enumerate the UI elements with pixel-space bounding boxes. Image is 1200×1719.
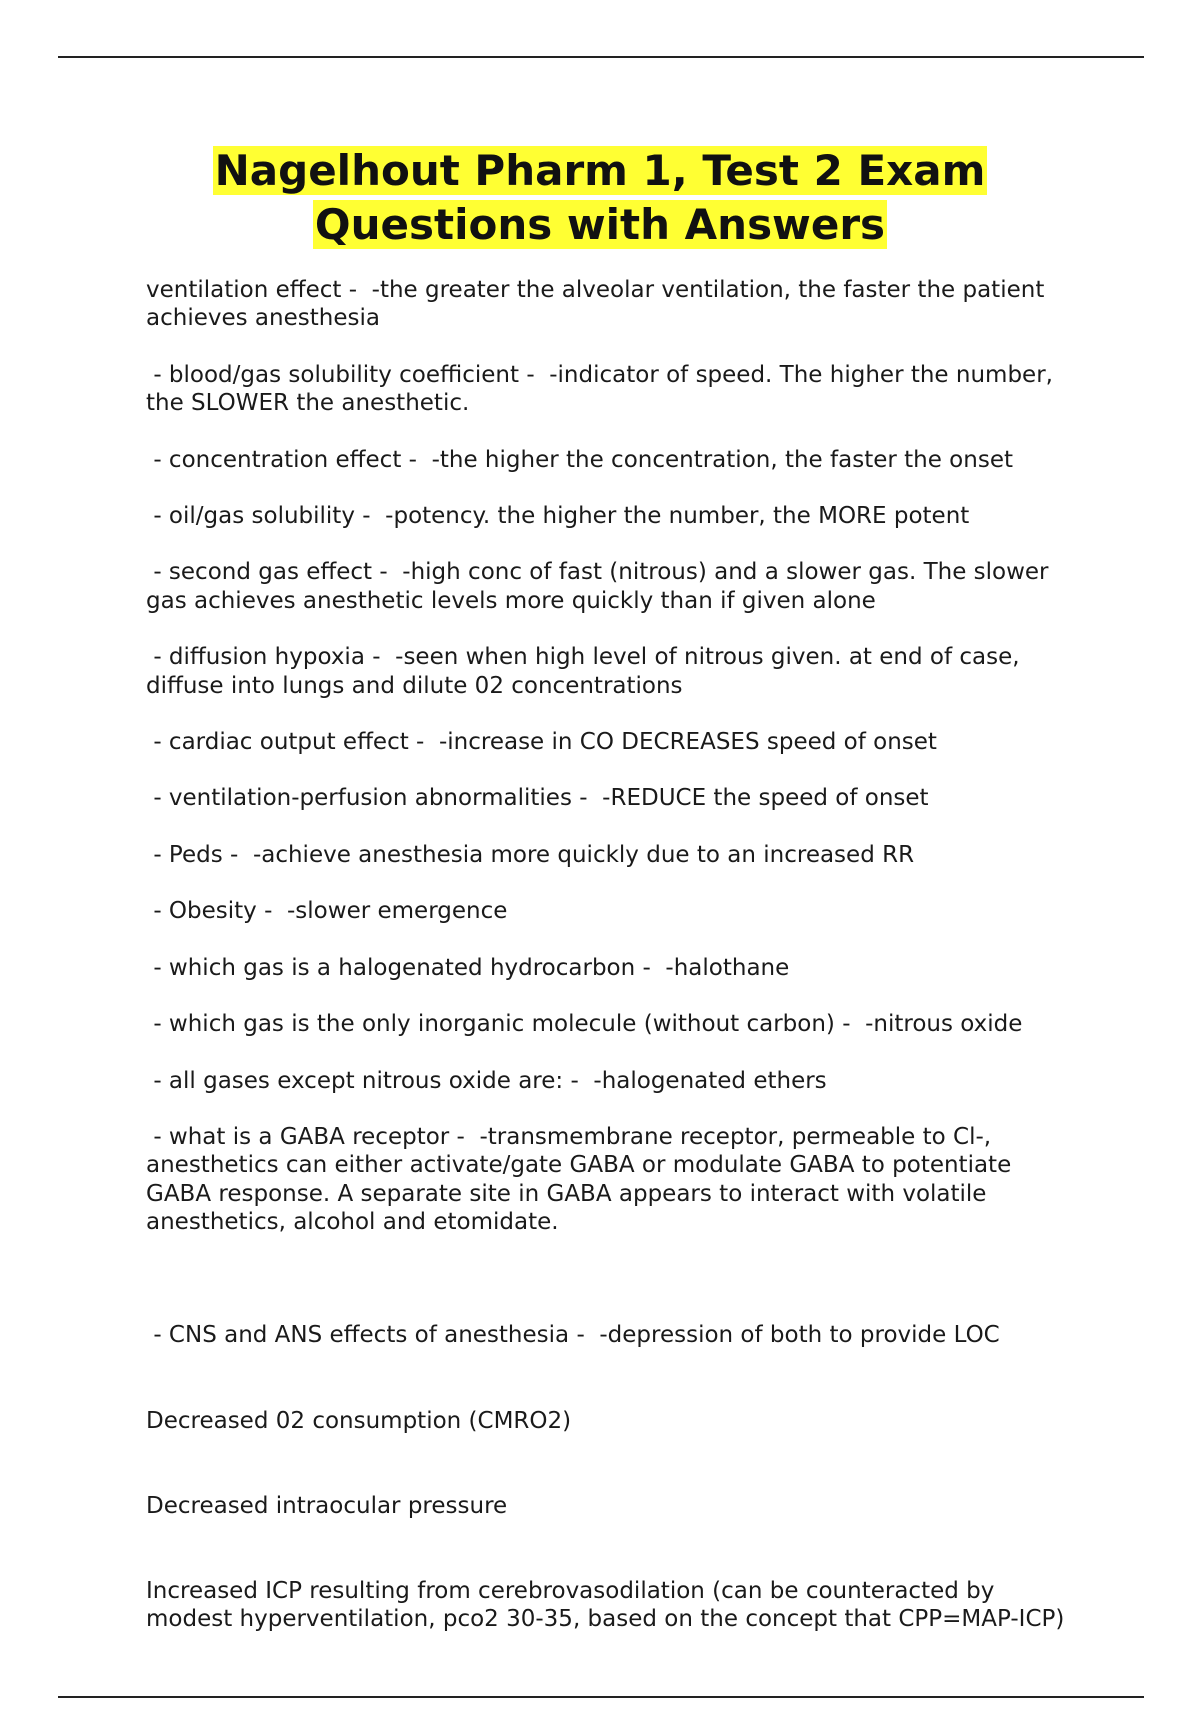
qa-list <box>146 276 1076 1719</box>
qa-entry: - diffusion hypoxia - -seen when high level of nitrous given. at end of case, diffuse into lungs and dilute 02 concentrations <box>146 644 1027 699</box>
qa-entry: - Obesity - -slower emergence <box>146 898 508 925</box>
qa-entry: - second gas effect - -high conc of fast (nitrous) and a slower gas. The slower gas achieves anesthetic levels more quickly than if given alone <box>146 559 1056 614</box>
qa-entry: - blood/gas solubility coefficient - -indicator of speed. The higher the number, the SLOWER the anesthetic. <box>146 361 1061 417</box>
qa-entry: - which gas is the only inorganic molecule (without carbon) - -nitrous oxide <box>146 1011 1023 1038</box>
qa-entry: - which gas is a halogenated hydrocarbon - -halothane <box>146 954 790 981</box>
top-rule <box>58 56 1144 58</box>
bottom-rule <box>58 1696 1144 1698</box>
qa-entry-cns-ans <box>146 1265 1076 1691</box>
document-title <box>100 144 1100 252</box>
qa-line: Increased ICP resulting from cerebrovasodilation (can be counteracted by modest hyperventilation, pco2 30-35, based on the concept that CPP=MAP-ICP) <box>146 1578 1065 1633</box>
qa-line: Decreased intraocular pressure <box>146 1492 508 1519</box>
qa-line: - CNS and ANS effects of anesthesia - -depression of both to provide LOC <box>146 1322 1000 1349</box>
qa-entry: - concentration effect - -the higher the concentration, the faster the onset <box>146 446 1013 473</box>
qa-entry: - ventilation-perfusion abnormalities - -REDUCE the speed of onset <box>146 785 929 812</box>
qa-entry: - what is a GABA receptor - -transmembrane receptor, permeable to Cl-, anesthetics can either activate/gate GABA or modulate GABA to potentiate GABA response. A separate site in GABA appears to interact with volatile anesthetics, alcohol and etomidate. <box>146 1123 1019 1236</box>
qa-entry: - cardiac output effect - -increase in CO DECREASES speed of onset <box>146 729 937 756</box>
qa-line: Decreased 02 consumption (CMRO2) <box>146 1407 572 1434</box>
qa-entry: ventilation effect - -the greater the alveolar ventilation, the faster the patient achieves anesthesia <box>146 277 1052 332</box>
qa-entry: - all gases except nitrous oxide are: - -halogenated ethers <box>146 1067 827 1094</box>
title-line-2: Questions with Answers <box>314 200 886 249</box>
title-line-1: Nagelhout Pharm 1, Test 2 Exam <box>214 146 986 195</box>
qa-entry: - Peds - -achieve anesthesia more quickly due to an increased RR <box>146 841 915 868</box>
qa-entry: - oil/gas solubility - -potency. the higher the number, the MORE potent <box>146 503 970 530</box>
